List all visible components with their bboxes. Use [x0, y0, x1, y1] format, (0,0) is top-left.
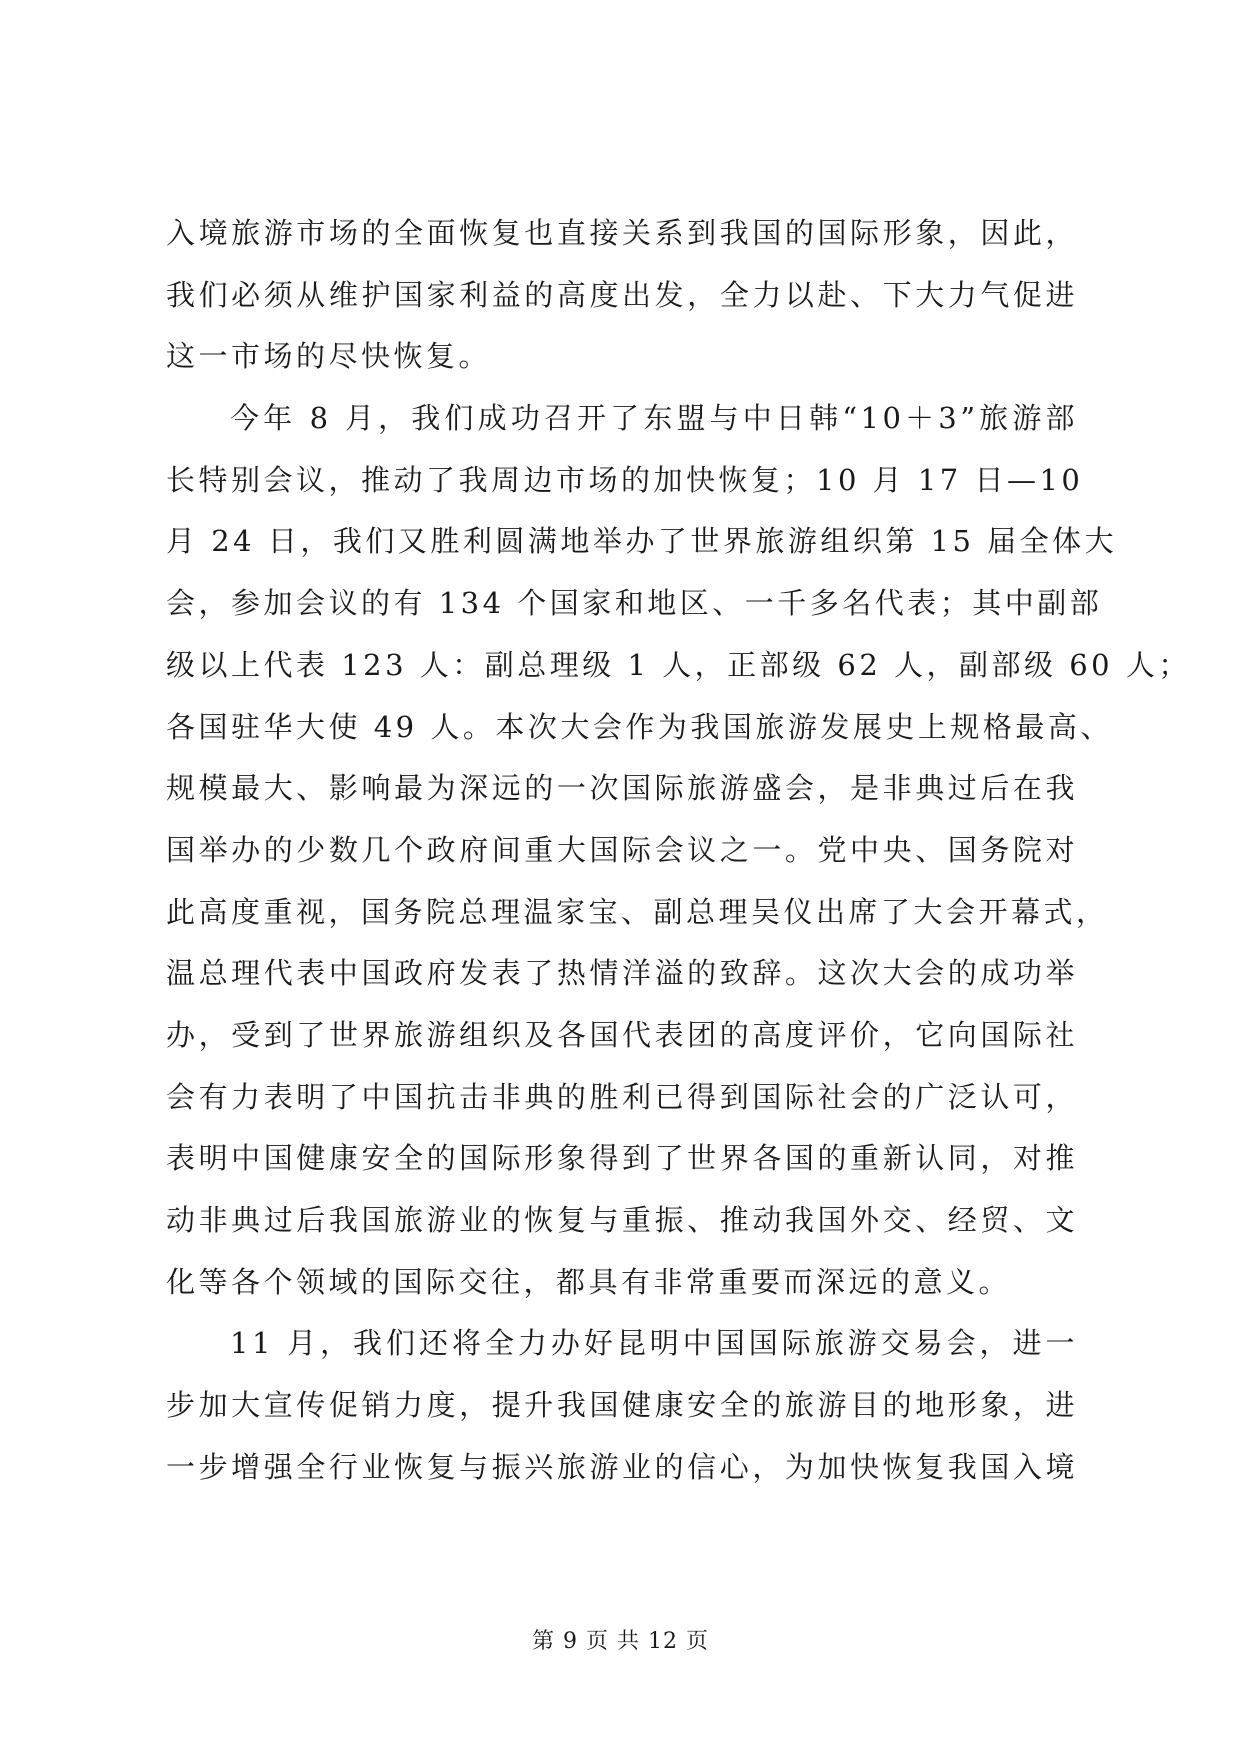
text-line: 会，参加会议的有 134 个国家和地区、一千多名代表；其中副部: [166, 586, 1103, 621]
text-line: 我们必须从维护国家利益的高度出发，全力以赴、下大力气促进: [166, 277, 1078, 312]
text-line: 各国驻华大使 49 人。本次大会作为我国旅游发展史上规格最高、: [166, 709, 1113, 744]
text-line: 长特别会议，推动了我周边市场的加快恢复；10 月 17 日—10: [166, 462, 1084, 497]
text-line: 国举办的少数几个政府间重大国际会议之一。党中央、国务院对: [166, 832, 1078, 867]
text-line: 月 24 日，我们又胜利圆满地举办了世界旅游组织第 15 届全体大: [166, 524, 1118, 559]
text-line: 入境旅游市场的全面恢复也直接关系到我国的国际形象，因此，: [166, 216, 1078, 250]
text-line: 办，受到了世界旅游组织及各国代表团的高度评价，它向国际社: [166, 1017, 1078, 1052]
text-line: 级以上代表 123 人：副总理级 1 人，正部级 62 人，副部级 60 人；: [166, 647, 1191, 682]
body-text: [166, 203, 1191, 1498]
page-number-footer: 第 9 页 共 12 页: [532, 1629, 709, 1654]
text-line: 步加大宣传促销力度，提升我国健康安全的旅游目的地形象，进: [166, 1388, 1078, 1423]
text-line: 动非典过后我国旅游业的恢复与重振、推动我国外交、经贸、文: [166, 1203, 1078, 1237]
text-line: 11 月，我们还将全力办好昆明中国国际旅游交易会，进一: [230, 1326, 1078, 1361]
text-line: 这一市场的尽快恢复。: [166, 339, 492, 374]
text-line: 规模最大、影响最为深远的一次国际旅游盛会，是非典过后在我: [166, 771, 1078, 806]
text-line: 表明中国健康安全的国际形象得到了世界各国的重新认同，对推: [166, 1141, 1078, 1176]
text-line: 一步增强全行业恢复与振兴旅游业的信心，为加快恢复我国入境: [166, 1449, 1078, 1484]
text-line: 化等各个领域的国际交往，都具有非常重要而深远的意义。: [166, 1264, 1012, 1299]
text-line: 会有力表明了中国抗击非典的胜利已得到国际社会的广泛认可，: [166, 1079, 1078, 1114]
text-line: 此高度重视，国务院总理温家宝、副总理吴仪出席了大会开幕式，: [166, 894, 1109, 929]
text-line: 温总理代表中国政府发表了热情洋溢的致辞。这次大会的成功举: [166, 956, 1078, 991]
text-line: 今年 8 月，我们成功召开了东盟与中日韩“10＋3”旅游部: [230, 401, 1078, 436]
